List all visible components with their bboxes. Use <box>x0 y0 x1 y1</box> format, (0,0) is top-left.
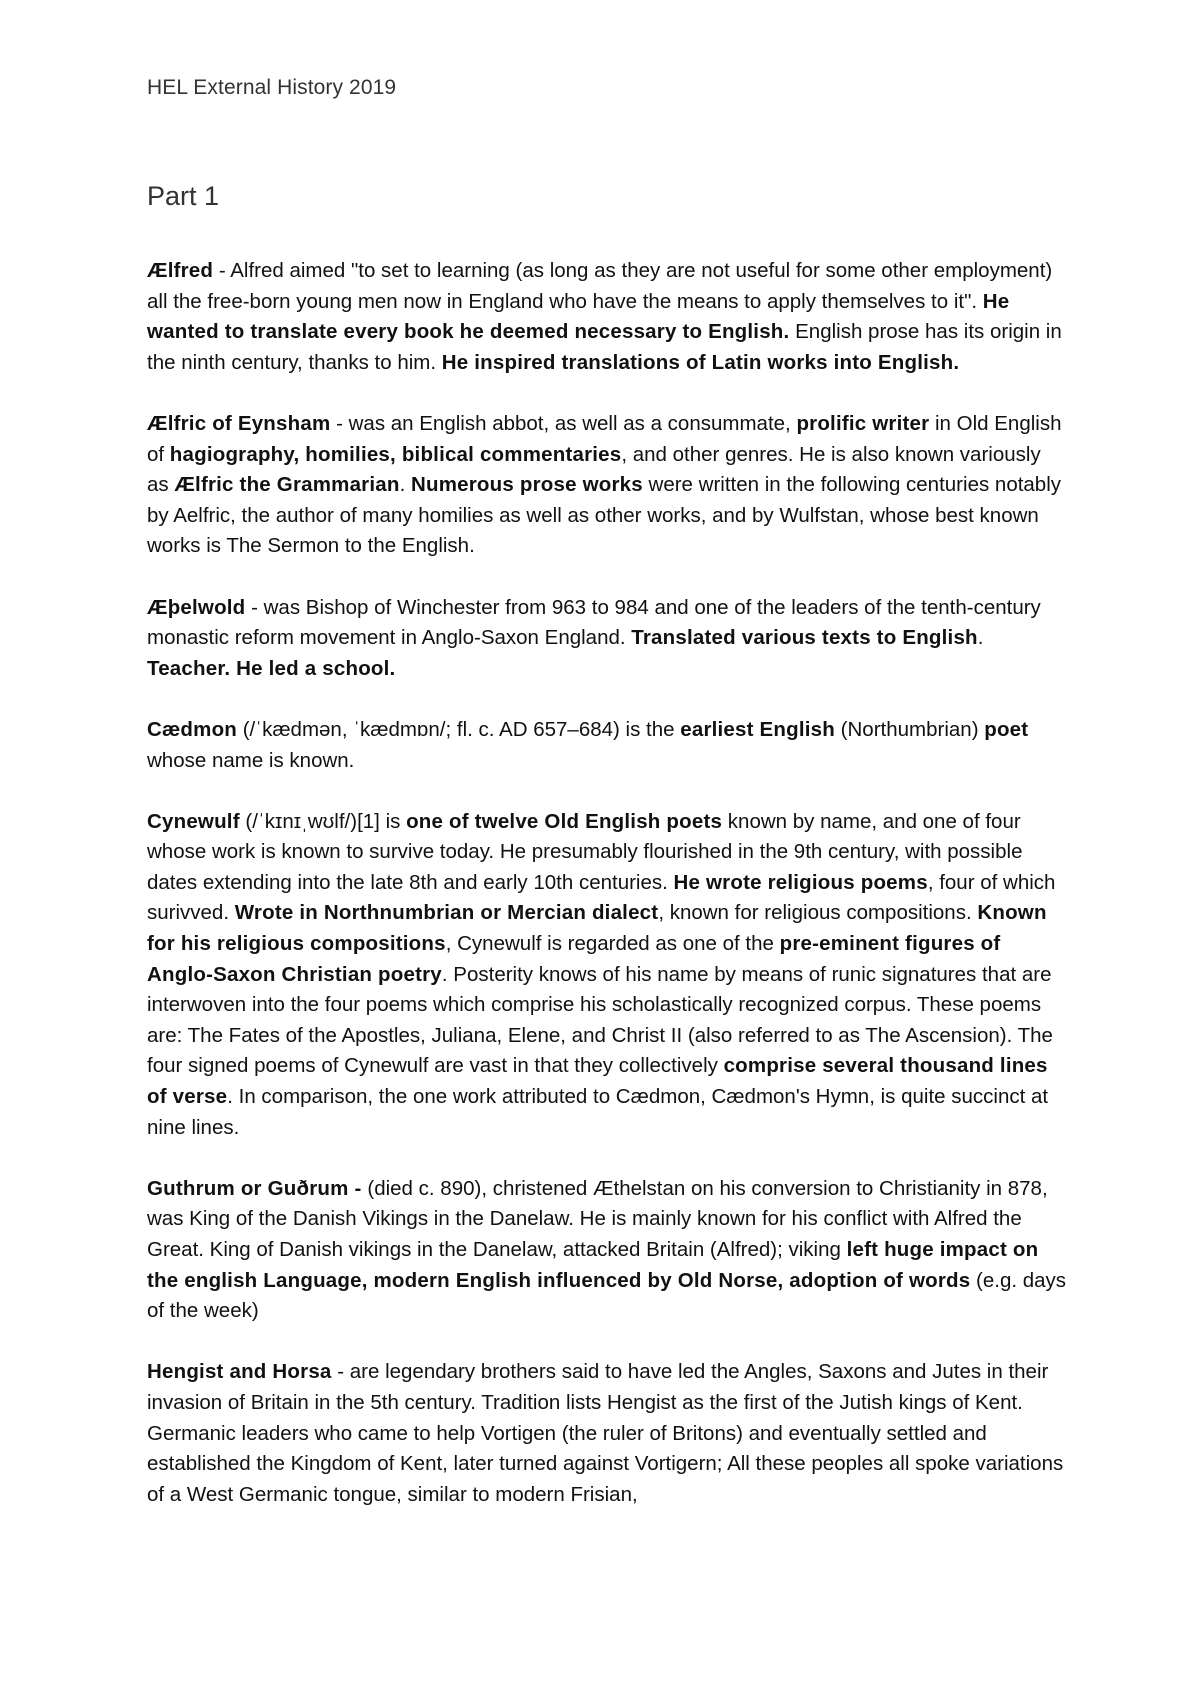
bold-text: Cynewulf <box>147 809 240 833</box>
text-run: - was Bishop of Winchester from 963 to 984 and one of the leaders of the tenth-century monastic reform movement in Anglo-Saxon England. <box>147 595 1041 650</box>
text-run: (died c. 890), christened Æthelstan on his conversion to Christianity in 878, was King of the Danish Vikings in the Danelaw. He is mainly known for his conflict with Alfred the Great. King of Danish vikings in the Danelaw, attacked Britain (Alfred); viking <box>147 1176 1048 1261</box>
bold-text: Translated various texts to English <box>631 626 978 650</box>
paragraph-aelfred <box>147 256 1067 378</box>
text-run: , known for religious compositions. <box>658 901 978 925</box>
bold-text: Known for his religious compositions <box>147 901 1047 956</box>
paragraph-hengist <box>147 1357 1067 1510</box>
text-run: , Cynewulf is regarded as one of the <box>445 932 780 956</box>
bold-text: left huge impact on the english Language, modern English influenced by Old Norse, adoption of words <box>147 1238 1039 1292</box>
bold-text: Ælfred <box>147 259 214 282</box>
bold-text: He inspired translations of Latin works into English. <box>441 350 960 374</box>
bold-text: hagiography, homilies, biblical commentaries <box>169 442 622 466</box>
text-run: , and other genres. He is also known variously as <box>147 442 1041 497</box>
bold-text: He wrote religious poems <box>673 870 928 894</box>
bold-text: Hengist and Horsa <box>147 1360 332 1384</box>
section-title: Part 1 <box>147 181 220 211</box>
bold-text: Teacher. He led a school. <box>147 656 396 680</box>
bold-text: Ælfric the Grammarian <box>174 473 400 497</box>
bold-text: Numerous prose works <box>410 473 643 497</box>
text-run: - Alfred aimed "to set to learning (as long as they are not useful for some other employment) all the free-born young men now in England who have the means to apply themselves to it". <box>147 259 1053 313</box>
bold-text: He wanted to translate every book he deemed necessary to English. <box>147 289 1010 344</box>
text-run: (e.g. days of the week) <box>147 1268 1067 1323</box>
text-run: (/ˈkɪnɪˌwʊlf/)[1] is <box>239 809 407 833</box>
document-body <box>147 256 1067 1541</box>
text-run: . Posterity knows of his name by means of runic signatures that are interwoven into the four poems which comprise his scholastically recognized corpus. These poems are: The Fates of the Apostles, Juliana, Elene, and Christ II (also referred to as The Ascension). The four signed poems of Cynewulf are vast in that they collectively <box>147 962 1053 1078</box>
text-run: (/ˈkædmən, ˈkædmɒn/; fl. c. AD 657–684) is the <box>237 717 681 741</box>
paragraph-aelfric <box>147 409 1067 562</box>
bold-text: earliest English <box>680 717 835 741</box>
text-run: known by name, and one of four whose work is known to survive today. He presumably flourished in the 9th century, with possible dates extending into the late 8th and early 10th centuries. <box>147 809 1023 894</box>
text-run: - are legendary brothers said to have led the Angles, Saxons and Jutes in their invasion of Britain in the 5th century. Tradition lists Hengist as the first of the Jutish kings of Kent. Germanic leaders who came to help Vortigen (the ruler of Britons) and eventually settled and established the Kingdom of Kent, later turned against Vortigern; All these peoples all spoke variations of a West Germanic tongue, similar to modern Frisian, <box>147 1360 1064 1506</box>
bold-text: Guthrum or Guðrum - <box>147 1176 368 1200</box>
bold-text: pre-eminent figures of Anglo-Saxon Christian poetry <box>147 932 1001 986</box>
text-run: English prose has its origin in the ninth century, thanks to him. <box>147 320 1062 374</box>
bold-text: comprise several thousand lines of verse <box>147 1054 1048 1109</box>
bold-text: one of twelve Old English poets <box>406 809 723 833</box>
bold-text: prolific writer <box>796 411 930 435</box>
bold-text: Ælfric of Eynsham <box>147 411 331 435</box>
text-run: whose name is known. <box>147 748 355 772</box>
bold-text: Wrote in Northnumbrian or Mercian dialect <box>234 901 659 925</box>
text-run: were written in the following centuries notably by Aelfric, the author of many homilies as well as other works, and by Wulfstan, whose best known works is The Sermon to the English. <box>147 473 1062 558</box>
paragraph-guthrum <box>147 1174 1067 1327</box>
paragraph-caedmon <box>147 715 1067 776</box>
page-header: HEL External History 2019 <box>147 76 397 99</box>
text-run: - was an English abbot, as well as a consummate, <box>330 411 797 435</box>
bold-text: Cædmon <box>147 717 238 741</box>
bold-text: Æþelwold <box>147 595 246 619</box>
text-run: (Northumbrian) <box>834 717 985 741</box>
text-run: . <box>977 626 984 650</box>
paragraph-aethelwold <box>147 593 1067 685</box>
text-run: , four of which surivved. <box>147 870 1056 925</box>
text-run: . In comparison, the one work attributed to Cædmon, Cædmon's Hymn, is quite succinct at nine lines. <box>147 1085 1049 1139</box>
text-run: . <box>399 473 411 497</box>
bold-text: poet <box>984 717 1029 741</box>
paragraph-cynewulf <box>147 807 1067 1144</box>
text-run: in Old English of <box>147 411 1062 466</box>
